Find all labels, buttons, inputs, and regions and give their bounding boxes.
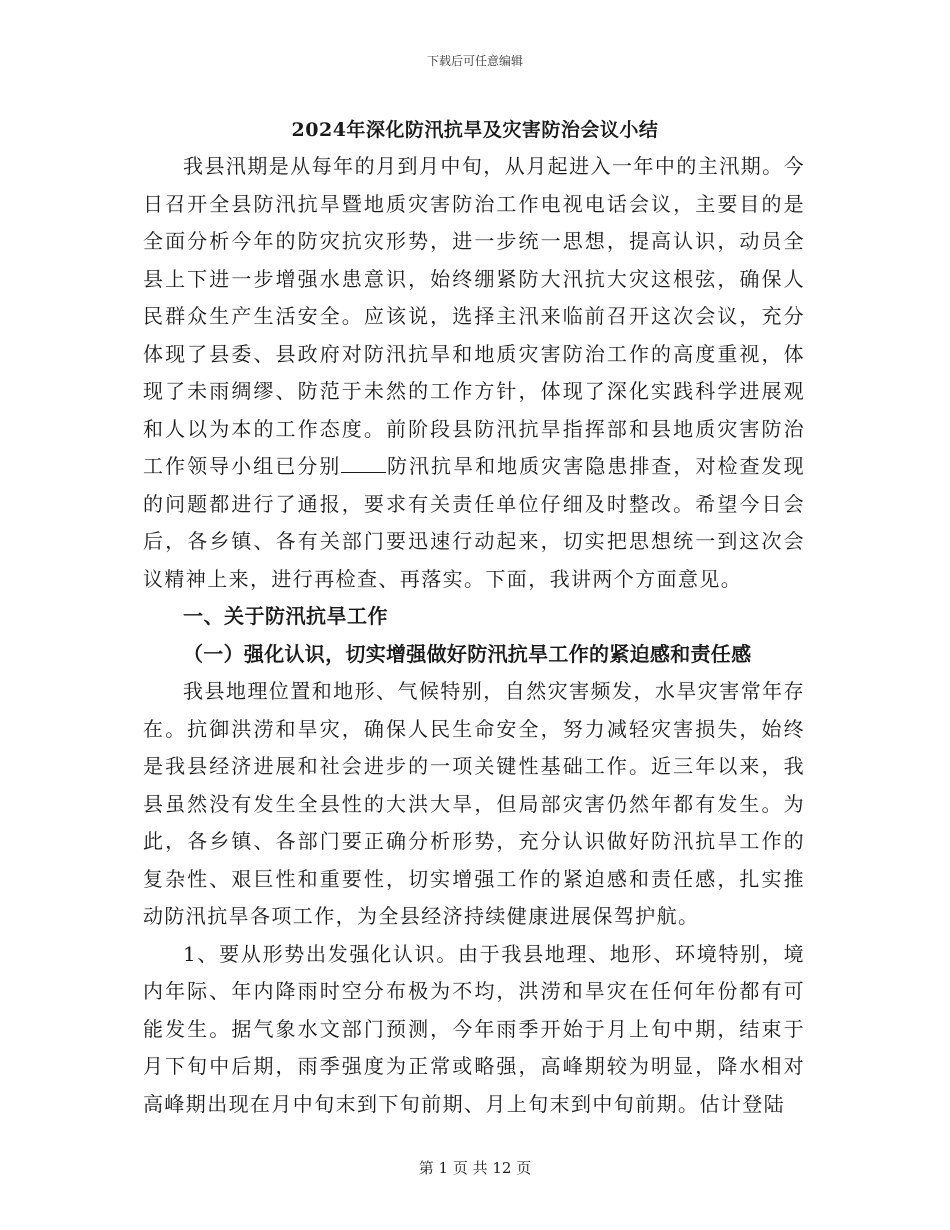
paragraph-intro-part1: 我县汛期是从每年的月到月中旬，从月起进入一年中的主汛期。今日召开全县防汛抗旱暨地质灾害防治工作电视电话会议，主要目的是全面分析今年的防灾抗灾形势，进一步统一思想，提高认识，动员全县上下进一步增强水患意识，始终绷紧防大汛抗大灾这根弦，确保人民群众生产生活安全。应该说，选择主汛来临前召开这次会议，充分体现了县委、县政府对防汛抗旱和地质灾害防治工作的高度重视，体现了未雨绸缪、防范于未然的工作方针，体现了深化实践科学进展观和人以为本的工作态度。前阶段县防汛抗旱指挥部和县地质灾害防治工作领导小组已分别 bbox=[143, 154, 805, 478]
paragraph-point-1: 1、要从形势出发强化认识。由于我县地理、地形、环境特别，境内年际、年内降雨时空分布极为不均，洪涝和旱灾在任何年份都有可能发生。据气象水文部门预测，今年雨季开始于月上旬中期，结束于月下旬中后期，雨季强度为正常或略强，高峰期较为明显，降水相对高峰期出现在月中旬末到下旬前期、月上旬末到中旬前期。估计登陆 bbox=[143, 941, 805, 1116]
paragraph-situation: 我县地理位置和地形、气候特别，自然灾害频发，水旱灾害常年存在。抗御洪涝和旱灾，确保人民生命安全，努力减轻灾害损失，始终是我县经济进展和社会进步的一项关键性基础工作。近三年以来，我县虽然没有发生全县性的大洪大旱，但局部灾害仍然年都有发生。为此，各乡镇、各部门要正确分析形势，充分认识做好防汛抗旱工作的复杂性、艰巨性和重要性，切实增强工作的紧迫感和责任感，扎实推动防汛抗旱各项工作，为全县经济持续健康进展保驾护航。 bbox=[143, 679, 805, 928]
paragraph-intro-part2: 防汛抗旱和地质灾害隐患排查，对检查发现的问题都进行了通报，要求有关责任单位仔细及时整改。希望今日会后，各乡镇、各有关部门要迅速行动起来，切实把思想统一到这次会议精神上来，进行再检查、再落实。下面，我讲两个方面意见。 bbox=[143, 454, 805, 591]
page-footer: 第 1 页 共 12 页 bbox=[418, 1159, 532, 1177]
document-title: 2024年深化防汛抗旱及灾害防治会议小结 bbox=[291, 119, 659, 141]
subsection-heading-1: （一）强化认识，切实增强做好防汛抗旱工作的紧迫感和责任感 bbox=[183, 641, 752, 666]
page-header: 下载后可任意编辑 bbox=[426, 54, 523, 68]
fill-blank bbox=[341, 471, 386, 473]
document-body bbox=[143, 148, 805, 1123]
paragraph-intro bbox=[143, 148, 805, 598]
section-heading-1: 一、关于防汛抗旱工作 bbox=[183, 604, 388, 628]
